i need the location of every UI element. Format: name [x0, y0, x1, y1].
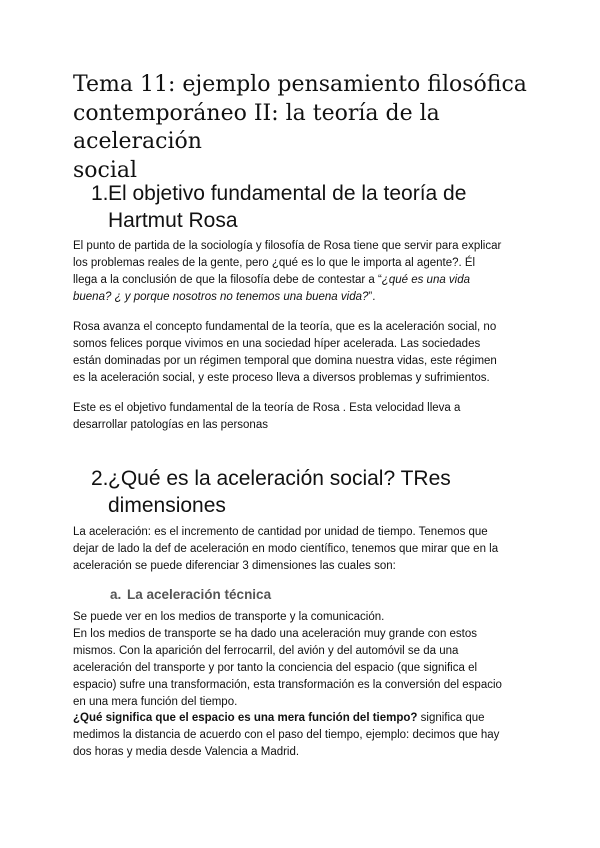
paragraph-line: aceleración se puede diferenciar 3 dimensiones las cuales son: [73, 559, 396, 572]
paragraph-line [73, 710, 535, 727]
paragraph-line: espacio) sufre una transformación, esta transformación es la conversión del espacio [73, 678, 502, 691]
paragraph-line: los problemas reales de la gente, pero ¿qué es lo que le importa al agente?. Él [73, 256, 476, 269]
title-line: social [73, 157, 138, 183]
subsection-a-body [73, 609, 535, 761]
paragraph-line: Se puede ver en los medios de transporte y la comunicación. [73, 611, 385, 623]
section-2-heading-line: dimensiones [108, 494, 226, 517]
section-1-heading-line: El objetivo fundamental de la teoría de [108, 182, 467, 205]
subsection-a-title: La aceleración técnica [127, 587, 272, 602]
paragraph-text: ”. [368, 290, 376, 303]
section-2-number: 2. [91, 467, 109, 490]
section-1-paragraph-1 [73, 238, 535, 306]
bold-question: ¿Qué significa que el espacio es una mera función del tiempo? [73, 712, 418, 725]
section-1-paragraph-2 [73, 319, 535, 387]
document-title [73, 71, 553, 185]
paragraph-line: medimos la distancia de acuerdo con el paso del tiempo, ejemplo: decimos que hay [73, 729, 500, 742]
title-line: contemporáneo II: la teoría de la aceleración [73, 100, 440, 154]
title-line: Tema 11: ejemplo pensamiento filosófica [73, 72, 527, 97]
paragraph-text: llega a la conclusión de que la filosofía debe de contestar a “ [73, 273, 382, 286]
paragraph-line: en una mera función del tiempo. [73, 695, 238, 708]
paragraph-line: El punto de partida de la sociología y filosofía de Rosa tiene que servir para explicar [73, 240, 502, 252]
paragraph-text: significa que [417, 712, 485, 725]
section-1-heading-line: Hartmut Rosa [108, 209, 238, 232]
paragraph-line: Este es el objetivo fundamental de la teoría de Rosa . Esta velocidad lleva a [73, 402, 461, 414]
paragraph-line [73, 289, 535, 306]
paragraph-line: Rosa avanza el concepto fundamental de la teoría, que es la aceleración social, no [73, 321, 497, 333]
paragraph-line: La aceleración: es el incremento de cantidad por unidad de tiempo. Tenemos que [73, 526, 488, 538]
paragraph-line: es la aceleración social, y este proceso lleva a diversos problemas y sufrimientos. [73, 371, 490, 384]
italic-question: ¿qué es una vida [381, 273, 471, 286]
paragraph-line [73, 272, 535, 289]
paragraph-line: dos horas y media desde Valencia a Madrid. [73, 746, 300, 759]
paragraph-line: En los medios de transporte se ha dado una aceleración muy grande con estos [73, 627, 478, 640]
subsection-a-letter: a. [110, 587, 122, 602]
subsection-a-heading [110, 586, 271, 604]
section-2-heading [91, 465, 561, 519]
section-1-number: 1. [91, 182, 109, 205]
paragraph-line: aceleración del transporte y por tanto la conciencia del espacio (que significa el [73, 661, 478, 674]
paragraph-line: desarrollar patologías en las personas [73, 418, 268, 431]
section-1-paragraph-3 [73, 400, 535, 434]
paragraph-line: dejar de lado la def de aceleración en modo científico, tenemos que mirar que en la [73, 542, 499, 555]
section-2-heading-line: ¿Qué es la aceleración social? TRes [108, 467, 451, 490]
section-1-heading [91, 180, 561, 234]
section-2-paragraph-1 [73, 524, 535, 575]
paragraph-line: mismos. Con la aparición del ferrocarril, del avión y del automóvil se da una [73, 644, 459, 657]
paragraph-line: somos felices porque vivimos en una sociedad híper acelerada. Las sociedades [73, 337, 481, 350]
paragraph-line: están dominadas por un régimen temporal que domina nuestra vidas, este régimen [73, 354, 497, 367]
italic-question: buena? ¿ y porque nosotros no tenemos una buena vida? [73, 290, 369, 303]
